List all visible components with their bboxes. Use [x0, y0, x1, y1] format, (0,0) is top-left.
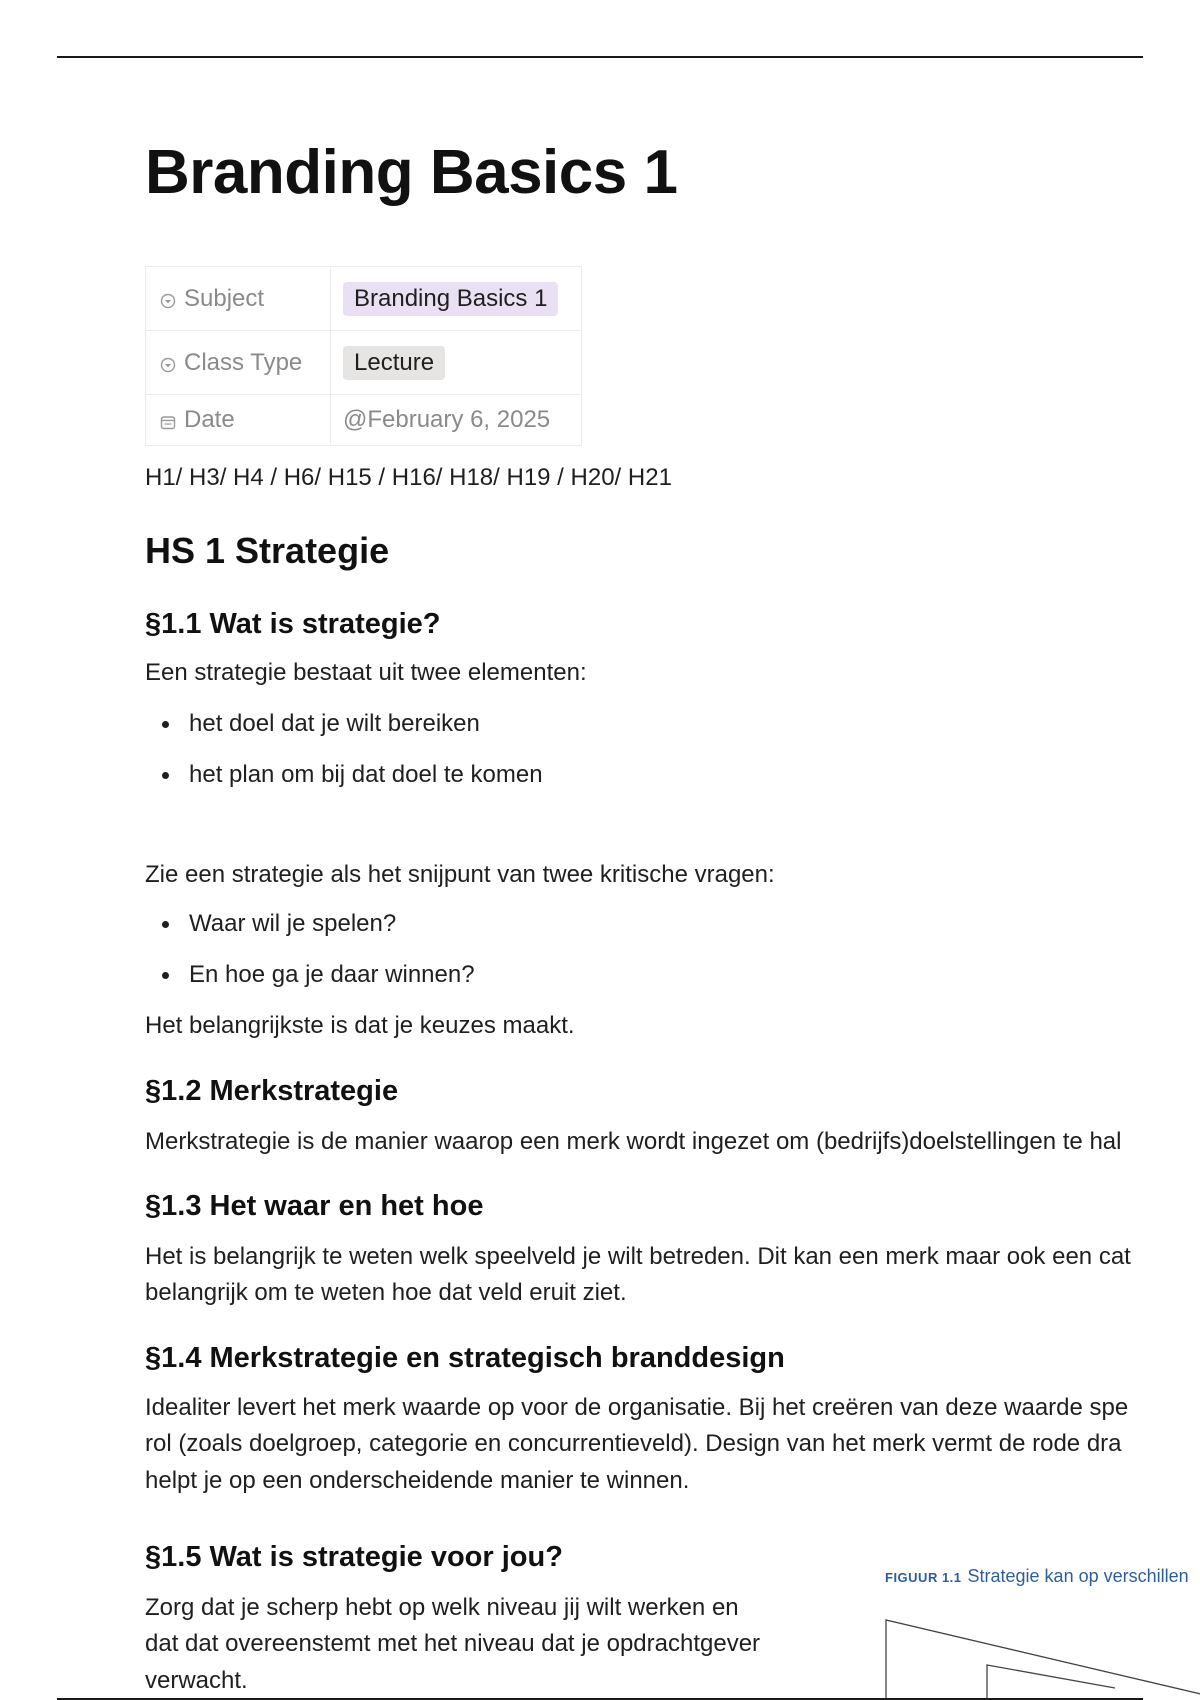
property-key-label: Date [184, 406, 235, 433]
list-item-text: En hoe ga je daar winnen? [189, 961, 475, 988]
paragraph-line: verwacht. [145, 1667, 248, 1694]
paragraph-line: belangrijk om te weten hoe dat veld eruit ziet. [145, 1279, 627, 1306]
section-heading-1-2: §1.2 Merkstrategie [145, 1075, 399, 1107]
figure-caption [885, 1566, 1189, 1587]
figure-label: FIGUUR 1.1 [885, 1570, 962, 1585]
paragraph-line: helpt je op een onderscheidende manier te winnen. [145, 1467, 690, 1494]
bullet-dot [162, 772, 169, 779]
property-key-label: Class Type [184, 348, 303, 376]
list-item-text: het doel dat je wilt bereiken [189, 710, 480, 737]
section-heading-1-5: §1.5 Wat is strategie voor jou? [145, 1541, 563, 1573]
select-icon [160, 357, 176, 373]
property-value[interactable] [331, 267, 582, 331]
paragraph-line: dat dat overeenstemt met het niveau dat je opdrachtgever [145, 1630, 761, 1657]
paragraph-line: rol (zoals doelgroep, categorie en concurrentieveld). Design van het merk vermt de rode dra [145, 1430, 1122, 1457]
figure-image [885, 1610, 1200, 1700]
section-heading-1-3: §1.3 Het waar en het hoe [145, 1190, 484, 1222]
paragraph: Het belangrijkste is dat je keuzes maakt. [145, 1012, 575, 1039]
property-row-class-type[interactable] [146, 331, 582, 395]
property-row-date[interactable] [146, 395, 582, 446]
property-value[interactable] [331, 331, 582, 395]
paragraph: Merkstrategie is de manier waarop een merk wordt ingezet om (bedrijfs)doelstellingen te hal [145, 1128, 1122, 1155]
property-key [146, 267, 331, 331]
figure-caption-text: Strategie kan op verschillen [967, 1566, 1189, 1586]
paragraph-line: Zorg dat je scherp hebt op welk niveau jij wilt werken en [145, 1594, 739, 1621]
class-type-tag[interactable]: Lecture [343, 346, 445, 380]
bullet-dot [162, 921, 169, 928]
select-icon [160, 293, 176, 309]
list-item-text: Waar wil je spelen? [189, 910, 397, 937]
reference-line: H1/ H3/ H4 / H6/ H15 / H16/ H18/ H19 / H20/ H21 [145, 464, 672, 491]
date-value[interactable]: @February 6, 2025 [343, 406, 551, 433]
property-row-subject[interactable] [146, 267, 582, 331]
page-title: Branding Basics 1 [145, 138, 678, 207]
bullet-dot [162, 972, 169, 979]
section-heading-1-1: §1.1 Wat is strategie? [145, 608, 441, 640]
property-key-label: Subject [184, 284, 265, 312]
bullet-dot [162, 721, 169, 728]
chapter-heading: HS 1 Strategie [145, 530, 390, 571]
properties-table [145, 266, 582, 446]
list-item-text: het plan om bij dat doel te komen [189, 761, 543, 788]
calendar-icon [160, 414, 176, 430]
property-key [146, 395, 331, 446]
property-value[interactable] [331, 395, 582, 446]
paragraph-line: Het is belangrijk te weten welk speelveld je wilt betreden. Dit kan een merk maar ook een cat [145, 1243, 1131, 1270]
paragraph: Een strategie bestaat uit twee elementen: [145, 659, 587, 686]
paragraph: Zie een strategie als het snijpunt van twee kritische vragen: [145, 861, 775, 888]
paragraph-line: Idealiter levert het merk waarde op voor de organisatie. Bij het creëren van deze waarde spe [145, 1394, 1129, 1421]
document-page [145, 0, 1200, 1700]
section-heading-1-4: §1.4 Merkstrategie en strategisch branddesign [145, 1342, 785, 1374]
subject-tag[interactable]: Branding Basics 1 [343, 282, 558, 316]
property-key [146, 331, 331, 395]
